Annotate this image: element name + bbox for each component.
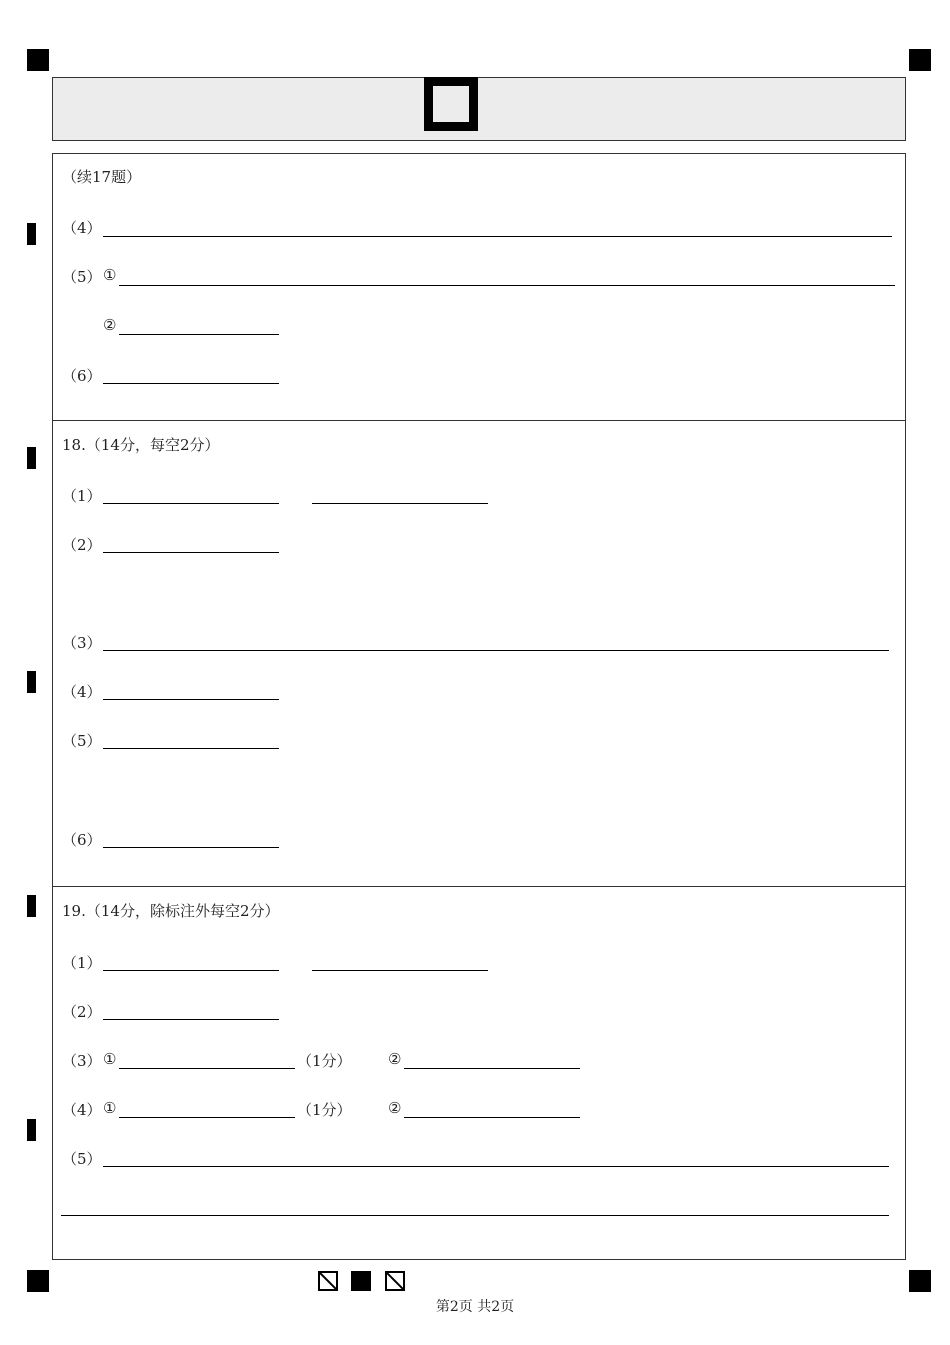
q18-3-answer-line[interactable] bbox=[103, 650, 889, 651]
q18-4-answer-line[interactable] bbox=[103, 699, 279, 700]
q19-3-sub1-label: ① bbox=[103, 1050, 117, 1068]
side-mark-3 bbox=[27, 671, 36, 693]
q17-5-sub1-label: ① bbox=[103, 266, 117, 284]
q19-2-label: （2） bbox=[62, 1003, 102, 1021]
q18-1-answer-line-b[interactable] bbox=[312, 503, 488, 504]
section-17 bbox=[52, 153, 906, 421]
section-19-title: 19.（14分，除标注外每空2分） bbox=[62, 902, 280, 920]
q19-3-sub1-answer-line[interactable] bbox=[119, 1068, 295, 1069]
q18-1-label: （1） bbox=[62, 487, 102, 505]
section-17-title: （续17题） bbox=[62, 168, 142, 186]
q18-3-label: （3） bbox=[62, 634, 102, 652]
q19-5-answer-line-continued[interactable] bbox=[61, 1215, 889, 1216]
q19-4-label: （4） bbox=[62, 1101, 102, 1119]
q19-3-score-note: （1分） bbox=[297, 1052, 352, 1070]
q19-4-sub2-answer-line[interactable] bbox=[404, 1117, 580, 1118]
header-band bbox=[52, 77, 906, 141]
footer-slash-box-icon-1 bbox=[318, 1271, 338, 1291]
section-18 bbox=[52, 420, 906, 887]
q18-1-answer-line-a[interactable] bbox=[103, 503, 279, 504]
q19-3-label: （3） bbox=[62, 1052, 102, 1070]
corner-mark-top-right bbox=[909, 49, 931, 71]
q19-2-answer-line[interactable] bbox=[103, 1019, 279, 1020]
q18-5-answer-line[interactable] bbox=[103, 748, 279, 749]
q19-4-sub2-label: ② bbox=[388, 1099, 402, 1117]
side-mark-5 bbox=[27, 1119, 36, 1141]
q17-5-sub2-answer-line[interactable] bbox=[119, 334, 279, 335]
q18-4-label: （4） bbox=[62, 683, 102, 701]
q18-2-label: （2） bbox=[62, 536, 102, 554]
section-18-title: 18.（14分，每空2分） bbox=[62, 436, 220, 454]
q19-5-answer-line[interactable] bbox=[103, 1166, 889, 1167]
q19-1-answer-line-a[interactable] bbox=[103, 970, 279, 971]
footer-solid-box-icon bbox=[351, 1271, 371, 1291]
q18-2-answer-line[interactable] bbox=[103, 552, 279, 553]
q17-5-sub2-label: ② bbox=[103, 316, 117, 334]
section-19 bbox=[52, 886, 906, 1260]
q19-1-label: （1） bbox=[62, 954, 102, 972]
q17-4-label: （4） bbox=[62, 219, 102, 237]
q19-4-score-note: （1分） bbox=[297, 1101, 352, 1119]
side-mark-1 bbox=[27, 223, 36, 245]
q19-4-sub1-label: ① bbox=[103, 1099, 117, 1117]
q19-1-answer-line-b[interactable] bbox=[312, 970, 488, 971]
side-mark-2 bbox=[27, 447, 36, 469]
corner-mark-bottom-right bbox=[909, 1270, 931, 1292]
q19-3-sub2-label: ② bbox=[388, 1050, 402, 1068]
q19-4-sub1-answer-line[interactable] bbox=[119, 1117, 295, 1118]
header-positioning-square bbox=[424, 77, 478, 131]
q17-4-answer-line[interactable] bbox=[103, 236, 892, 237]
footer-slash-box-icon-2 bbox=[385, 1271, 405, 1291]
side-mark-4 bbox=[27, 895, 36, 917]
q18-6-label: （6） bbox=[62, 831, 102, 849]
page-number: 第2页 共2页 bbox=[435, 1299, 515, 1315]
q18-5-label: （5） bbox=[62, 732, 102, 750]
corner-mark-bottom-left bbox=[27, 1270, 49, 1292]
q17-5-sub1-answer-line[interactable] bbox=[119, 285, 895, 286]
q17-6-answer-line[interactable] bbox=[103, 383, 279, 384]
q17-5-label: （5） bbox=[62, 268, 102, 286]
q19-3-sub2-answer-line[interactable] bbox=[404, 1068, 580, 1069]
q19-5-label: （5） bbox=[62, 1150, 102, 1168]
q18-6-answer-line[interactable] bbox=[103, 847, 279, 848]
corner-mark-top-left bbox=[27, 49, 49, 71]
q17-6-label: （6） bbox=[62, 367, 102, 385]
